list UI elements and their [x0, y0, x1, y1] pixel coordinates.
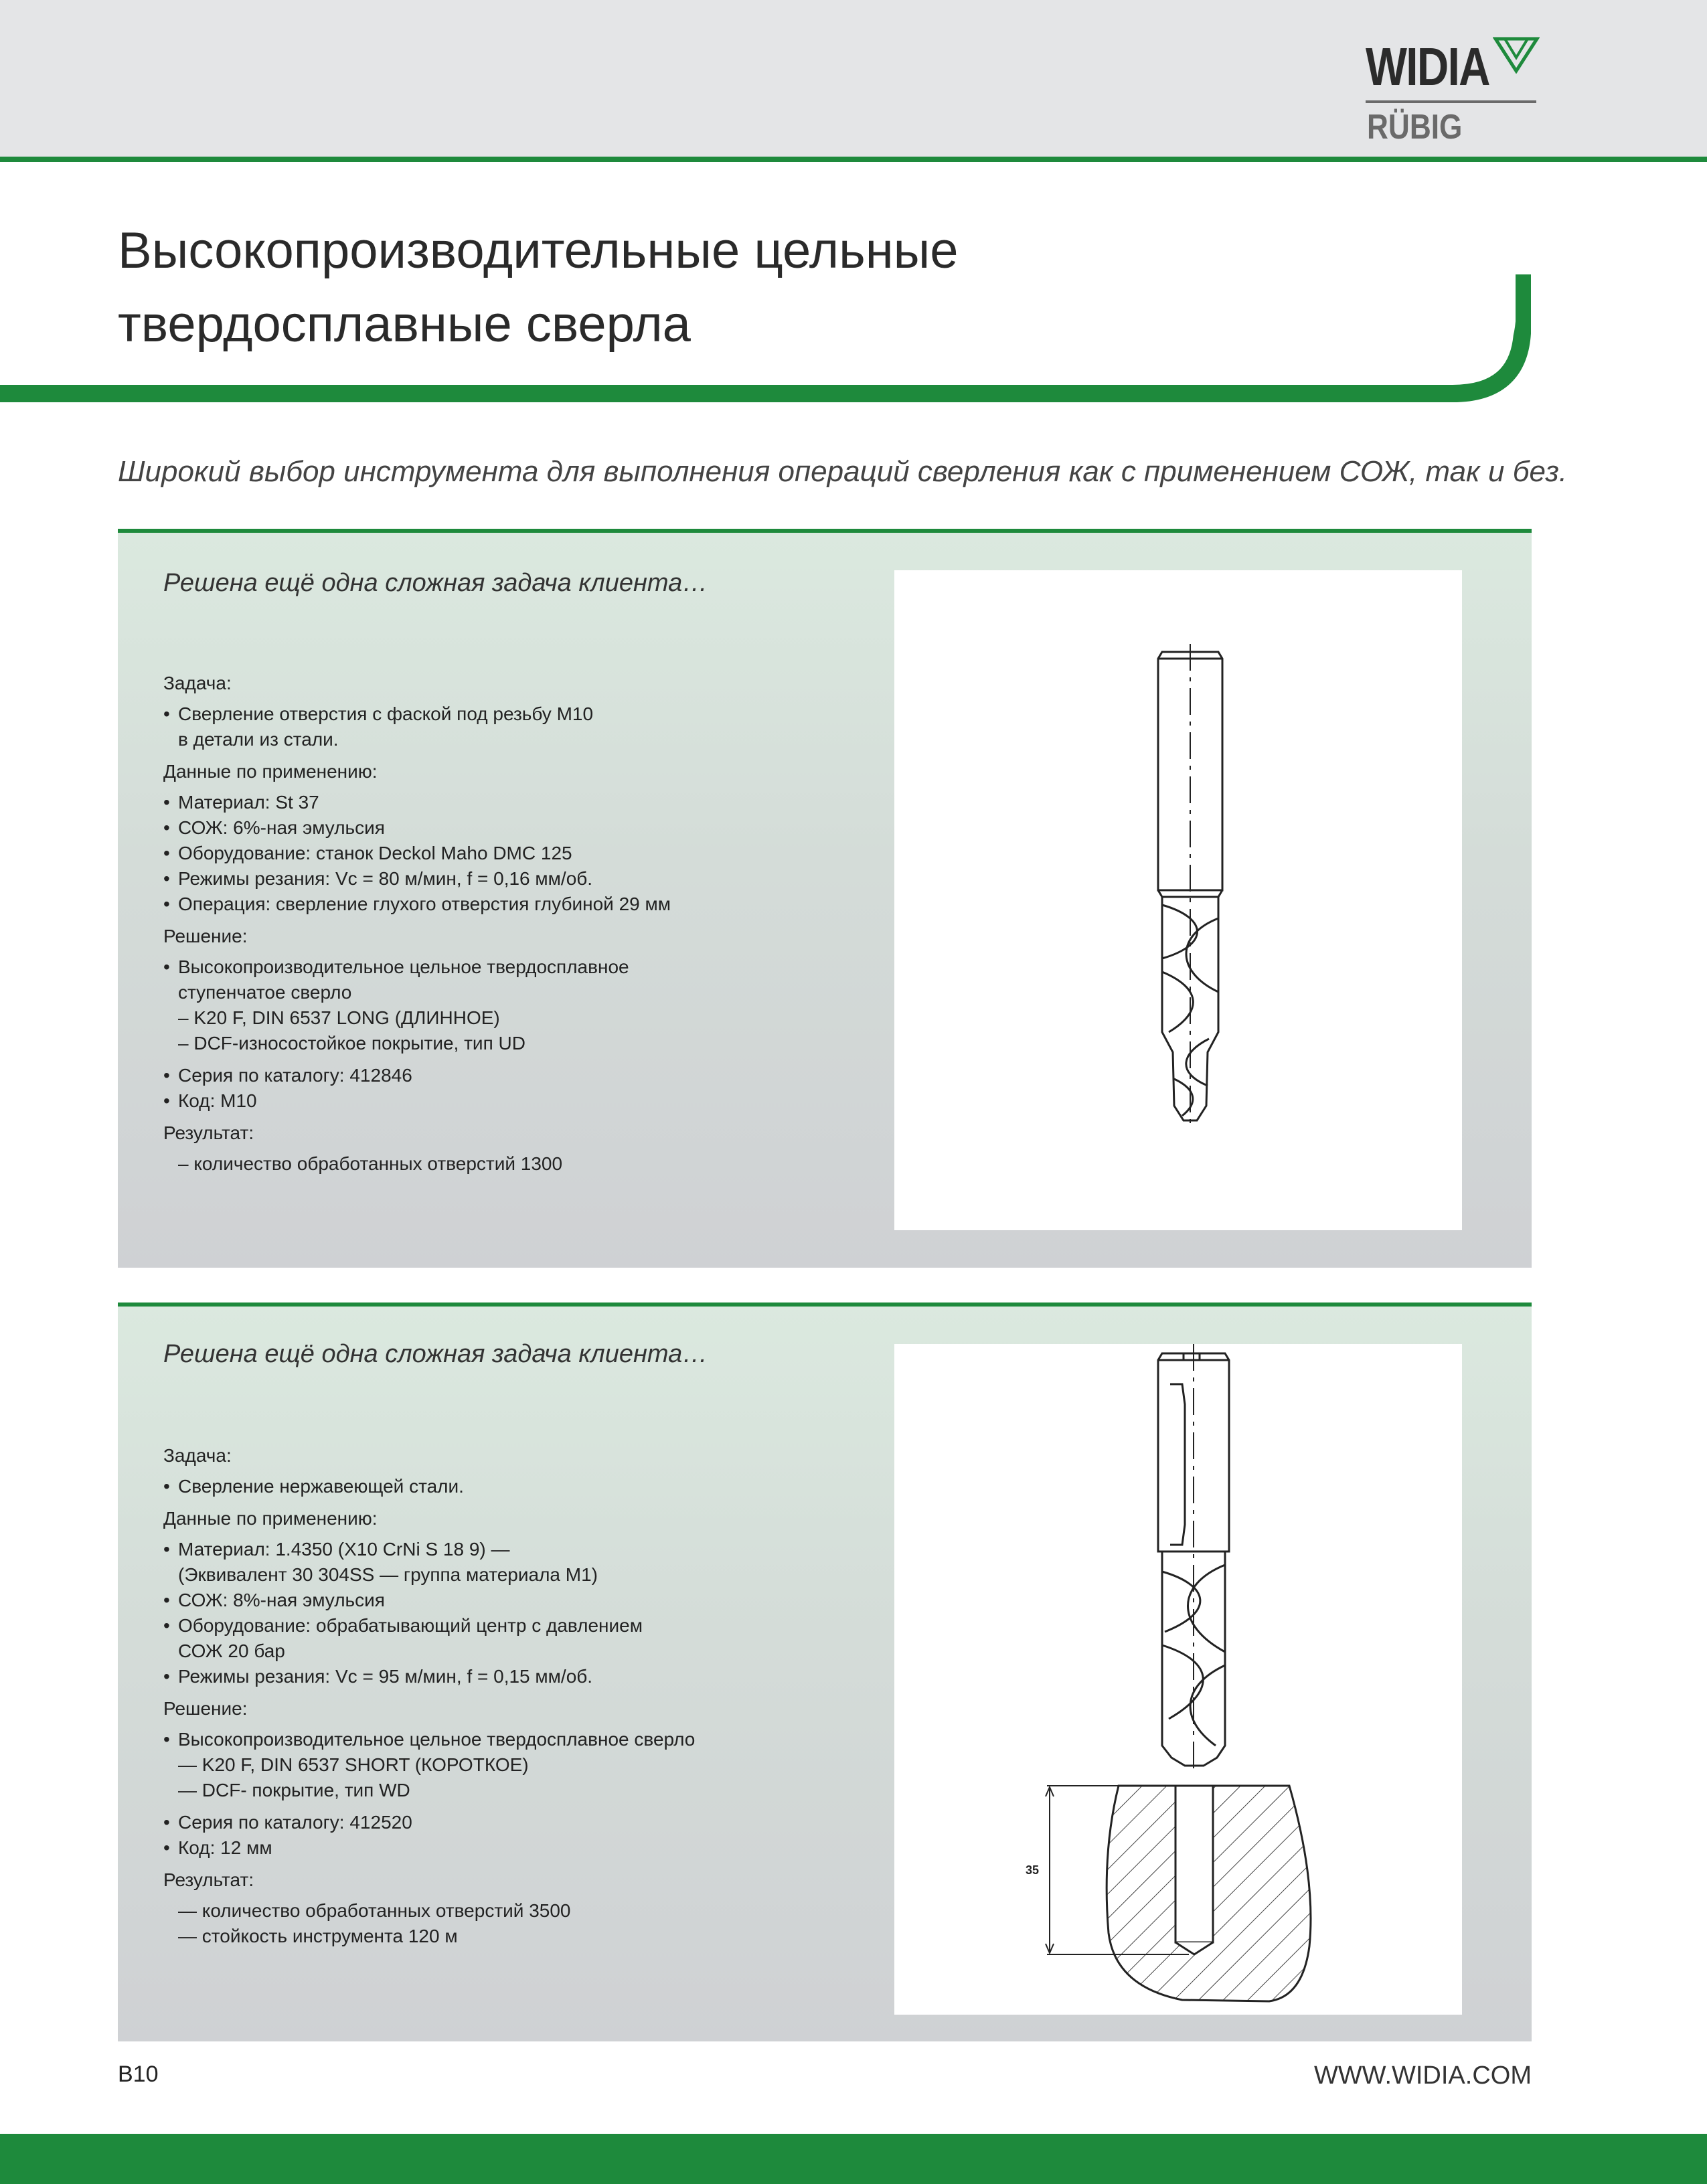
task-list — [163, 1474, 967, 1499]
step-drill-drawing — [894, 570, 1462, 1230]
case-rule — [118, 1303, 1532, 1307]
data-list — [163, 1537, 967, 1689]
page-title-line-2: твердосплавные сверла — [118, 296, 691, 353]
title-frame-decoration — [0, 254, 1533, 408]
catalog-list — [163, 1810, 967, 1861]
solution-list — [163, 1727, 967, 1803]
website-link[interactable]: WWW.WIDIA.COM — [1313, 2062, 1532, 2090]
list-item: • Материал: 1.4350 (X10 CrNi S 18 9) — (Эквивалент 30 304SS — группа материала M1) — [163, 1537, 967, 1588]
dimension-label: 35 — [1026, 1863, 1040, 1877]
task-list — [163, 701, 967, 752]
result-item: — стойкость инструмента 120 м — [178, 1926, 458, 1946]
logo-rubig-text: RÜBIG — [1367, 108, 1463, 147]
list-item: • Высокопроизводительное цельное твердосплавное сверло — K20 F, DIN 6537 SHORT (КОРОТКОЕ) — DCF- покрытие, тип WD — [163, 1727, 967, 1803]
task-label: Задача: — [163, 673, 232, 693]
list-item: • Код: 12 мм — [163, 1835, 967, 1861]
drill-figure-1 — [894, 570, 1462, 1230]
result-item: – количество обработанных отверстий 1300 — [178, 1153, 563, 1174]
logo-widia-text: WIDIA — [1366, 37, 1489, 96]
result-list — [163, 1898, 967, 1949]
widia-rubig-logo — [1366, 37, 1540, 147]
list-item: • Серия по каталогу: 412520 — [163, 1810, 967, 1835]
case-rule — [118, 529, 1532, 533]
result-item: — количество обработанных отверстий 3500 — [178, 1900, 571, 1921]
list-item: • СОЖ: 8%-ная эмульсия — [163, 1588, 967, 1613]
list-item: • СОЖ: 6%-ная эмульсия — [163, 815, 967, 841]
case-heading: Решена ещё одна сложная задача клиента… — [163, 569, 708, 597]
page-title-line-1: Высокопроизводительные цельные — [118, 222, 959, 279]
result-list — [163, 1151, 967, 1177]
case-study-2 — [118, 1303, 1532, 2041]
task-label: Задача: — [163, 1445, 232, 1466]
logo-triangle-icon — [1493, 36, 1540, 74]
list-item: • Сверление нержавеющей стали. — [163, 1474, 967, 1499]
list-item: • Высокопроизводительное цельное твердосплавное ступенчатое сверло – K20 F, DIN 6537 LONG (ДЛИННОЕ) – DCF-износостойкое покрытие, тип UD — [163, 954, 967, 1056]
drill-figure-2 — [894, 1344, 1462, 2015]
solution-label: Решение: — [163, 926, 248, 946]
list-item: • Серия по каталогу: 412846 — [163, 1063, 967, 1088]
result-label: Результат: — [163, 1122, 254, 1143]
logo-divider — [1366, 100, 1536, 103]
short-drill-drawing — [894, 1344, 1462, 2015]
catalog-list — [163, 1063, 967, 1114]
case-body — [163, 1443, 967, 1949]
page-number: B10 — [118, 2062, 159, 2087]
list-item: • Сверление отверстия с фаской под резьбу М10 в детали из стали. — [163, 701, 967, 752]
list-item: • Режимы резания: Vc = 80 м/мин, f = 0,16 мм/об. — [163, 866, 967, 892]
case-study-1 — [118, 529, 1532, 1268]
list-item: • Режимы резания: Vc = 95 м/мин, f = 0,15 мм/об. — [163, 1664, 967, 1689]
list-item: • Операция: сверление глухого отверстия глубиной 29 мм — [163, 892, 967, 917]
data-label: Данные по применению: — [163, 1508, 378, 1529]
result-label: Результат: — [163, 1869, 254, 1890]
data-list — [163, 790, 967, 917]
solution-list — [163, 954, 967, 1056]
list-item: • Материал: St 37 — [163, 790, 967, 815]
list-item: • Оборудование: станок Deckol Maho DMC 125 — [163, 841, 967, 866]
list-item: • Код: M10 — [163, 1088, 967, 1114]
page-subtitle: Широкий выбор инструмента для выполнения операций сверления как с применением СОЖ, так и без. — [118, 455, 1568, 488]
case-body — [163, 671, 967, 1177]
footer-band — [0, 2134, 1707, 2184]
case-heading: Решена ещё одна сложная задача клиента… — [163, 1340, 708, 1368]
data-label: Данные по применению: — [163, 761, 378, 782]
solution-label: Решение: — [163, 1698, 248, 1719]
list-item: • Оборудование: обрабатывающий центр с давлением СОЖ 20 бар — [163, 1613, 967, 1664]
header-rule — [0, 157, 1707, 162]
